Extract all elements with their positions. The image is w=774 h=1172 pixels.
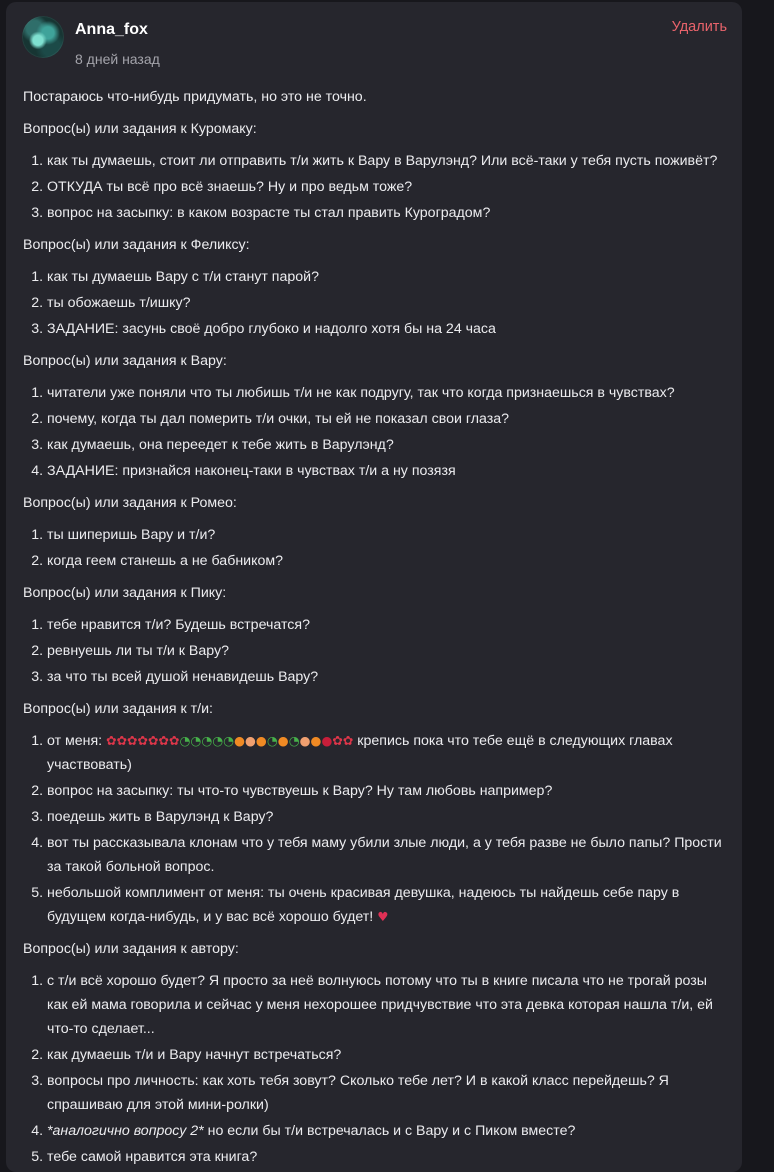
section-heading: Вопрос(ы) или задания к Вару: bbox=[23, 353, 227, 369]
list-item: 2. вопрос на засыпку: ты что-то чувствуешь к Вару? Ну там любовь например? bbox=[47, 779, 729, 803]
section-heading: Вопрос(ы) или задания к т/и: bbox=[23, 701, 213, 717]
section-heading: Вопрос(ы) или задания к Куромаку: bbox=[23, 121, 257, 137]
question-list bbox=[23, 523, 729, 573]
list-item-compliment bbox=[47, 881, 729, 929]
list-item: 1. тебе нравится т/и? Будешь встречатся? bbox=[47, 613, 729, 637]
watermelon-icon: ◔ bbox=[223, 733, 235, 748]
section-heading: Вопрос(ы) или задания к Ромео: bbox=[23, 495, 237, 511]
watermelon-icon: ◔ bbox=[201, 733, 213, 748]
list-item: 3. ЗАДАНИЕ: засунь своё добро глубоко и надолго хотя бы на 24 часа bbox=[47, 317, 729, 341]
list-item: 1. читатели уже поняли что ты любишь т/и не как подругу, так что когда признаешься в чувствах? bbox=[47, 381, 729, 405]
italic-prefix: *аналогично вопросу 2* bbox=[47, 1123, 204, 1139]
delete-button[interactable]: Удалить bbox=[671, 19, 727, 35]
list-item: 2. ты обожаешь т/ишку? bbox=[47, 291, 729, 315]
watermelon-icon: ◔ bbox=[212, 733, 224, 748]
gift-suffix: крепись пока что тебе ещё в следующих главах участвовать) bbox=[47, 733, 673, 773]
list-item: 2. почему, когда ты дал померить т/и очки, ты ей не показал свои глаза? bbox=[47, 407, 729, 431]
list-item-italic bbox=[47, 1119, 729, 1143]
watermelon-icon: ◔ bbox=[288, 733, 300, 748]
orange-icon: ● bbox=[255, 733, 267, 748]
comment-timestamp: 8 дней назад bbox=[75, 51, 160, 67]
list-item: 3. как думаешь, она переедет к тебе жить в Варулэнд? bbox=[47, 433, 729, 457]
list-item-gift bbox=[47, 729, 729, 777]
compliment-text: небольшой комплимент от меня: ты очень красивая девушка, надеюсь ты найдешь себе пару в будущем когда-нибудь, и у вас всё хорошо будет! bbox=[47, 885, 680, 925]
strawberry-icon: ✿ bbox=[342, 733, 354, 748]
strawberry-icon: ✿ bbox=[158, 733, 169, 748]
question-list bbox=[23, 613, 729, 689]
avatar[interactable] bbox=[22, 16, 64, 58]
question-list bbox=[23, 969, 729, 1169]
watermelon-icon: ◔ bbox=[179, 733, 191, 748]
strawberry-icon: ✿ bbox=[137, 733, 149, 748]
peach-icon: ● bbox=[245, 733, 256, 748]
list-item: 1. ты шиперишь Вару и т/и? bbox=[47, 523, 729, 547]
comment-card bbox=[6, 2, 742, 1172]
orange-icon: ● bbox=[277, 733, 289, 748]
question-list bbox=[23, 265, 729, 341]
list-item: 3. вопрос на засыпку: в каком возрасте ты стал править Курогрaдом? bbox=[47, 201, 729, 225]
question-list bbox=[23, 149, 729, 225]
section-heading: Вопрос(ы) или задания к Феликсу: bbox=[23, 237, 250, 253]
list-item: 1. с т/и всё хорошо будет? Я просто за неё волнуюсь потому что ты в книге писала что не трогай розы как ей мама говорила и сейчас у меня нехорошее придчувствие что эта девка которая нашла т/и, ей что-то сделает... bbox=[47, 969, 729, 1041]
lips-icon: ♥ bbox=[377, 909, 389, 924]
watermelon-icon: ◔ bbox=[190, 733, 202, 748]
comment-body bbox=[23, 85, 729, 1172]
list-item: 2. ревнуешь ли ты т/и к Вару? bbox=[47, 639, 729, 663]
question-list bbox=[23, 381, 729, 483]
author-name[interactable]: Anna_fox bbox=[75, 21, 148, 38]
orange-icon: ● bbox=[310, 733, 322, 748]
strawberry-icon: ✿ bbox=[106, 733, 117, 748]
list-item: 1. как ты думаешь Вару с т/и станут парой? bbox=[47, 265, 729, 289]
italic-item-text: но если бы т/и встречалась и с Вару и с Пиком вместе? bbox=[207, 1123, 576, 1139]
strawberry-icon: ✿ bbox=[116, 733, 128, 748]
strawberry-icon: ✿ bbox=[148, 733, 159, 748]
gift-prefix: от меня: bbox=[47, 733, 103, 749]
list-item: 2. когда геем станешь а не бабником? bbox=[47, 549, 729, 573]
watermelon-icon: ◔ bbox=[266, 733, 278, 748]
comment-intro: Постараюсь что-нибудь придумать, но это не точно. bbox=[23, 89, 367, 105]
list-item: 2. как думаешь т/и и Вару начнут встречаться? bbox=[47, 1043, 729, 1067]
list-item: 3. вопросы про личность: как хоть тебя зовут? Сколько тебе лет? И в какой класс перейдешь? Я спрашиваю для этой мини-ролки) bbox=[47, 1069, 729, 1117]
orange-icon: ● bbox=[234, 733, 245, 748]
list-item: 4. ЗАДАНИЕ: признайся наконец-таки в чувствах т/и а ну позязя bbox=[47, 459, 729, 483]
strawberry-icon: ✿ bbox=[332, 733, 343, 748]
cherry-icon: ● bbox=[321, 733, 333, 748]
list-item: 1. как ты думаешь, стоит ли отправить т/и жить к Вару в Варулэнд? Или всё-таки у тебя пусть поживёт? bbox=[47, 149, 729, 173]
list-item: 3. поедешь жить в Варулэнд к Вару? bbox=[47, 805, 729, 829]
fruit-emoji-strip bbox=[106, 733, 353, 748]
list-item: 4. вот ты рассказывала клонам что у тебя маму убили злые люди, а у тебя разве не было папы? Прости за такой больной вопрос. bbox=[47, 831, 729, 879]
peach-icon: ● bbox=[299, 733, 311, 748]
strawberry-icon: ✿ bbox=[127, 733, 138, 748]
question-list bbox=[23, 729, 729, 929]
list-item: 2. ОТКУДА ты всё про всё знаешь? Ну и про ведьм тоже? bbox=[47, 175, 729, 199]
section-heading: Вопрос(ы) или задания к автору: bbox=[23, 941, 239, 957]
list-item: 3. за что ты всей душой ненавидешь Вару? bbox=[47, 665, 729, 689]
list-item: 5. тебе самой нравится эта книга? bbox=[47, 1145, 729, 1169]
comment-header bbox=[6, 2, 742, 74]
section-heading: Вопрос(ы) или задания к Пику: bbox=[23, 585, 227, 601]
strawberry-icon: ✿ bbox=[168, 733, 180, 748]
